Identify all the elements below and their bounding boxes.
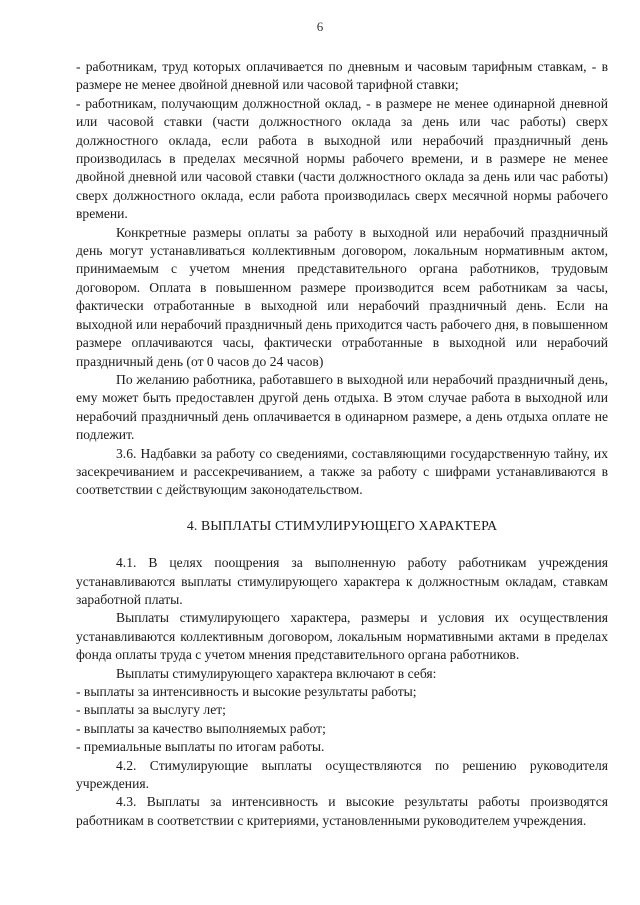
section-heading: 4. ВЫПЛАТЫ СТИМУЛИРУЮЩЕГО ХАРАКТЕРА: [186, 517, 498, 533]
paragraph: 4.2. Стимулирующие выплаты осуществляются по решению руководителя учреждения.: [76, 757, 608, 792]
paragraph: 3.6. Надбавки за работу со сведениями, составляющими государственную тайну, их засекречиванием и рассекречиванием, а также за работу с шифрами устанавливаются в соответствии с действующим законодательством.: [76, 445, 608, 498]
list-item: - выплаты за выслугу лет;: [76, 702, 226, 718]
paragraph: Конкретные размеры оплаты за работу в выходной или нерабочий праздничный день могут устанавливаться коллективным договором, локальным нормативным актом, принимаемым с учетом мнения представительного органа работников, трудовым договором. Оплата в повышенном размере производится всем работникам за часы, фактически отработанные в выходной или нерабочий праздничный день. Если на выходной или нерабочий праздничный день приходится часть рабочего дня, в повышенном размере оплачиваются часы, фактически отработанные в выходной или нерабочий праздничный день (от 0 часов до 24 часов): [76, 224, 608, 369]
paragraph: Выплаты стимулирующего характера, размеры и условия их осуществления устанавливаются коллективным договором, локальным нормативными актами в пределах фонда оплаты труда с учетом мнения представительного органа работников.: [76, 610, 608, 663]
list-item: - премиальные выплаты по итогам работы.: [76, 739, 325, 755]
paragraph: 4.3. Выплаты за интенсивность и высокие результаты работы производятся работникам в соответствии с критериями, установленными руководителем учреждения.: [76, 794, 608, 828]
section-4-body: [76, 554, 608, 830]
page-number: 6: [316, 19, 324, 34]
section-3-continuation: [76, 58, 608, 500]
paragraph: Выплаты стимулирующего характера включают в себя:: [116, 665, 437, 681]
paragraph: - работникам, получающим должностной оклад, - в размере не менее одинарной дневной или часовой ставки (части должностного оклада за день или час работы) сверх должностного оклада, если работа в выходной или нерабочий праздничный день производилась в пределах месячной нормы рабочего времени, и в размере не менее двойной дневной или часовой ставки (части должностного оклада за день или час работы) сверх должностного оклада, если работа производилась сверх месячной нормы рабочего времени.: [76, 95, 608, 222]
paragraph: - работникам, труд которых оплачивается по дневным и часовым тарифным ставкам, - в размере не менее двойной дневной или часовой тарифной ставки;: [76, 59, 608, 93]
list-item: - выплаты за интенсивность и высокие результаты работы;: [76, 684, 417, 699]
paragraph: По желанию работника, работавшего в выходной или нерабочий праздничный день, ему может быть предоставлен другой день отдыха. В этом случае работа в выходной или нерабочий праздничный день оплачивается в одинарном размере, а день отдыха оплате не подлежит.: [76, 371, 608, 443]
list-item: - выплаты за качество выполняемых работ;: [76, 720, 326, 736]
paragraph: 4.1. В целях поощрения за выполненную работу работникам учреждения устанавливаются выплаты стимулирующего характера к должностным окладам, ставкам заработной платы.: [76, 555, 608, 607]
document-body: [76, 58, 608, 830]
